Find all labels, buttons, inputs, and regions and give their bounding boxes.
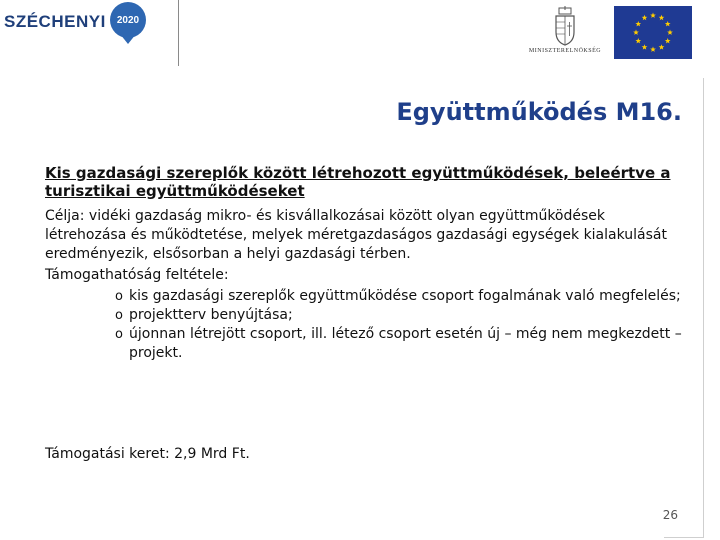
logo-year: 2020 bbox=[116, 14, 140, 26]
bullet-marker: o bbox=[115, 308, 123, 323]
logo-badge bbox=[110, 2, 146, 38]
bullet-marker: o bbox=[115, 289, 123, 304]
frame-line-bottom bbox=[664, 537, 704, 538]
hungarian-crest-icon bbox=[554, 6, 576, 46]
header-divider bbox=[178, 0, 179, 66]
bullet-marker: o bbox=[115, 327, 123, 342]
list-item bbox=[45, 325, 690, 363]
frame-line-right bbox=[703, 78, 704, 538]
list-item bbox=[45, 287, 690, 306]
szechenyi-logo bbox=[0, 0, 180, 80]
goal-text: vidéki gazdaság mikro- és kisvállalkozásai között olyan együttműködések létrehozása és működtetése, melyek méretgazdaságos gazdasági egységek kialakulását eredményezik, elsősorban a helyi gazdasági térben. bbox=[45, 208, 667, 262]
list-item-text: kis gazdasági szereplők együttműködése csoport fogalmának való megfelelés; bbox=[129, 288, 681, 304]
slide-body bbox=[45, 207, 690, 363]
slide-title: Együttműködés M16. bbox=[396, 98, 682, 126]
conditions-list bbox=[45, 287, 690, 363]
goal-paragraph bbox=[45, 207, 690, 264]
goal-label: Célja: bbox=[45, 208, 85, 224]
list-item-text: újonnan létrejött csoport, ill. létező csoport esetén új – még nem megkezdett – projekt. bbox=[129, 326, 682, 361]
list-item-text: projektterv benyújtása; bbox=[129, 307, 293, 323]
ministry-text: MINISZTERELNÖKSÉG bbox=[528, 48, 602, 54]
logo-pin-icon bbox=[120, 34, 136, 44]
page-number: 26 bbox=[662, 508, 678, 522]
conditions-label: Támogathatóság feltétele: bbox=[45, 267, 229, 283]
logo-text: SZÉCHENYI bbox=[4, 12, 106, 31]
funding-unit: Ft. bbox=[227, 446, 250, 462]
list-item bbox=[45, 306, 690, 325]
section-heading: Kis gazdasági szereplők között létrehozott együttműködések, beleértve a turisztikai együttműködéseket bbox=[45, 164, 671, 200]
funding-line bbox=[45, 446, 250, 462]
eu-flag-icon bbox=[614, 6, 692, 59]
ministry-logo bbox=[520, 6, 610, 70]
funding-label: Támogatási keret: 2,9 Mrd bbox=[45, 446, 228, 462]
